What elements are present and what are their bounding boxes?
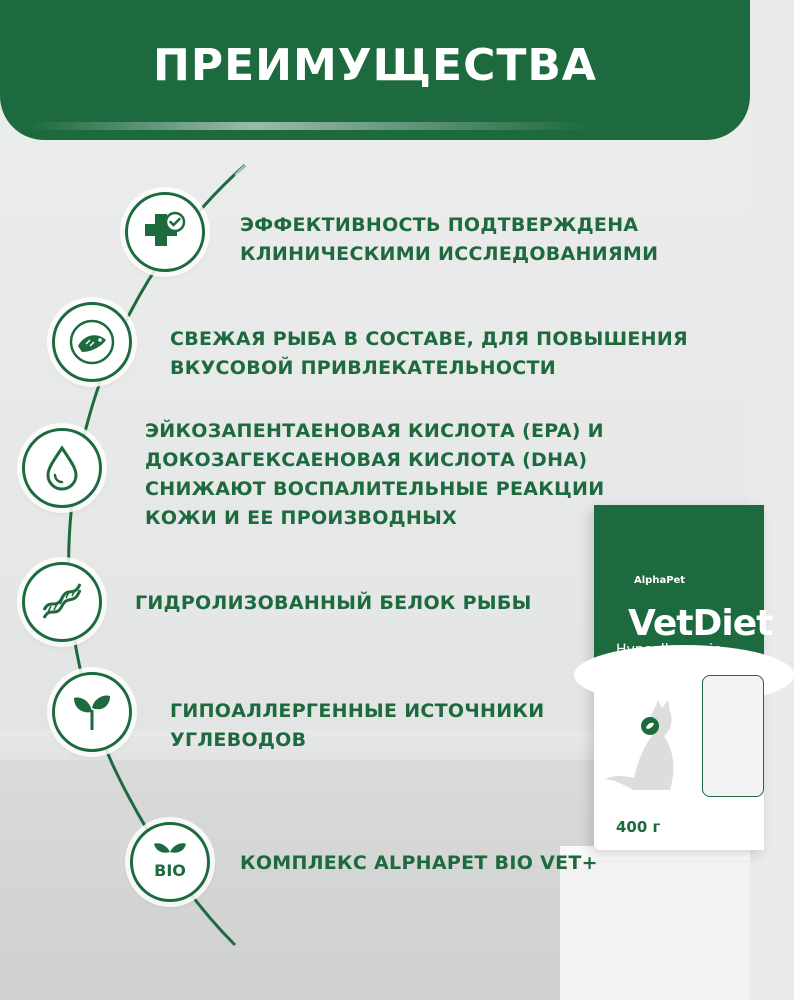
medical-cross-check-icon (139, 206, 191, 258)
feature-text-6: КОМПЛЕКС ALPHAPET BIO VET+ (240, 852, 598, 874)
bio-label: BIO (154, 861, 186, 880)
product-name: VetDiet (628, 603, 773, 644)
page-title: ПРЕИМУЩЕСТВА (153, 40, 597, 91)
feature-icon-circle-5 (52, 672, 132, 752)
feature-text-3: ЭЙКОЗАПЕНТАЕНОВАЯ КИСЛОТА (EPA) И ДОКОЗАГЕКСАЕНОВАЯ КИСЛОТА (DHA) СНИЖАЮТ ВОСПАЛИТЕЛЬНЫЕ РЕАКЦИИ КОЖИ И ЕЕ ПРОИЗВОДНЫХ (145, 420, 605, 529)
feature-icon-circle-6 (130, 822, 210, 902)
feature-icon-circle-3 (22, 428, 102, 508)
product-subtitle: Hypoallergenic (616, 642, 721, 658)
drop-icon (36, 442, 88, 494)
feature-icon-circle-4 (22, 562, 102, 642)
feature-text-4: ГИДРОЛИЗОВАННЫЙ БЕЛОК РЫБЫ (135, 592, 532, 614)
leaf-sprout-icon (66, 686, 118, 738)
product-weight: 400 г (616, 818, 661, 836)
bio-icon (144, 836, 196, 888)
cat-silhouette-icon (604, 690, 694, 800)
product-brand: AlphaPet (634, 575, 686, 586)
package-info-panel (702, 675, 764, 797)
fish-icon (66, 316, 118, 368)
product-package (594, 505, 773, 850)
feature-text-2: СВЕЖАЯ РЫБА В СОСТАВЕ, ДЛЯ ПОВЫШЕНИЯ ВКУСОВОЙ ПРИВЛЕКАТЕЛЬНОСТИ (170, 328, 688, 379)
feature-text-5: ГИПОАЛЛЕРГЕННЫЕ ИСТОЧНИКИ УГЛЕВОДОВ (170, 700, 545, 751)
protein-helix-icon (36, 576, 88, 628)
feature-icon-circle-2 (52, 302, 132, 382)
feature-icon-circle-1 (125, 192, 205, 272)
subtitle-underline (616, 661, 766, 663)
feature-text-1: ЭФФЕКТИВНОСТЬ ПОДТВЕРЖДЕНА КЛИНИЧЕСКИМИ ИССЛЕДОВАНИЯМИ (240, 214, 659, 265)
